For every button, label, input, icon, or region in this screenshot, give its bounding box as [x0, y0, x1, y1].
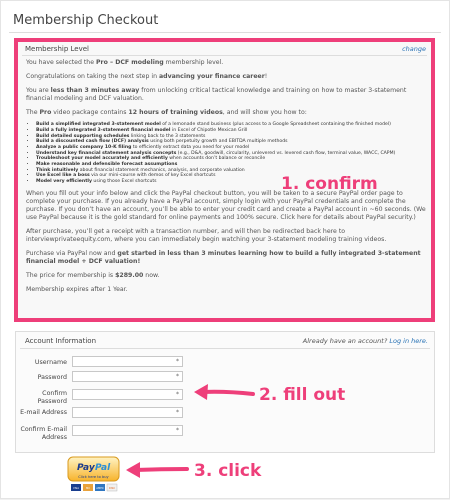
- congrats-text: Congratulations on taking the next step in advancing your finance career!: [26, 72, 268, 80]
- price-text: The price for membership is $289.00 now.: [26, 272, 160, 280]
- login-link[interactable]: Log in here.: [389, 337, 428, 345]
- list-item: • Analyze a public company 10-K filing to efficiently extract data you need for your model: [36, 145, 426, 151]
- paypal-button-text: Click here to buy: [78, 475, 109, 479]
- list-item: • Troubleshoot your model accurately and efficiently when accounts don’t balance or reconcile: [36, 156, 426, 162]
- confirm-password-label: Confirm Password: [37, 390, 67, 405]
- list-item: • Make reasonable and defensible forecast assumptions: [36, 162, 426, 168]
- list-item: • Understand key financial statement analysis concepts (e.g., D&A, goodwill, circularity, unlevered vs. levered cash flow, terminal value, WACC, CAPM): [36, 151, 426, 157]
- login-prompt: Already have an account? Log in here.: [302, 337, 428, 345]
- paypal-info-text: When you fill out your info below and click the PayPal checkout button, you will be taken to a secure PayPal order page to complete your purchase. If you already have a PayPal account, simply login with your PayPal credentials and complete the purchase. If you don’t have an account, you’ll be able to enter your credit card and create a PayPal account in ~60 seconds. (We use PayPal because it is the gold standard for online payments and 100% secure. Click here for details about PayPal security.): [26, 189, 426, 222]
- annotation-step-1: 1. confirm: [281, 174, 378, 194]
- purchase-cta-text: Purchase via PayPal now and get started in less than 3 minutes learning how to build a fully integrated 3-statement financial model + DCF valuation!: [26, 250, 421, 266]
- page-title: Membership Checkout: [13, 13, 159, 28]
- paypal-logo-pay: Pay: [77, 463, 95, 473]
- list-item: • Model very efficiently using those Excel shortcuts: [36, 179, 426, 185]
- membership-level-heading: Membership Level: [25, 45, 89, 53]
- email-required-mark: *: [176, 409, 179, 416]
- confirm-email-label: Confirm E-mail Address: [20, 426, 67, 441]
- email-label: E-mail Address: [20, 409, 67, 416]
- expiration-text: Membership expires after 1 Year.: [26, 285, 128, 293]
- change-level-link[interactable]: change: [402, 45, 426, 53]
- list-item: • Build a discounted cash flow (DCF) analysis using both perpetuity growth and EBITDA multiple methods: [36, 139, 426, 145]
- package-text: The Pro video package contains 12 hours of training videos, and will show you how to:: [26, 108, 307, 116]
- svg-text:AMEX: AMEX: [96, 487, 104, 490]
- list-item: • Build a simplified integrated 3-statement model of a lemonade stand business (plus access to a Google Spreadsheet containing the finished model): [36, 122, 426, 128]
- list-item: • Use Excel like a boss via our mini-course with demos of key Excel shortcuts: [36, 173, 426, 179]
- password-label: Password: [37, 374, 67, 381]
- annotation-step-3: 3. click: [194, 461, 262, 481]
- list-item: • Build a fully integrated 3-statement financial model in Excel of Chipotle Mexican Grill: [36, 128, 426, 134]
- username-required-mark: *: [176, 358, 179, 365]
- annotation-step-2: 2. fill out: [259, 385, 346, 405]
- svg-text:DISC: DISC: [108, 487, 116, 490]
- annotation-arrows: [1, 1, 450, 500]
- selected-level-text: You have selected the Pro – DCF modeling membership level.: [26, 59, 224, 66]
- list-item: • Build detailed supporting schedules linking back to the 3 statements: [36, 134, 426, 140]
- paypal-logo-pal: Pal: [95, 463, 111, 473]
- svg-text:MC: MC: [85, 487, 91, 490]
- svg-text:VISA: VISA: [72, 487, 80, 490]
- account-information-heading: Account Information: [25, 337, 97, 345]
- confirm-email-required-mark: *: [176, 427, 179, 434]
- intro-text: You are less than 3 minutes away from unlocking critical tactical knowledge and training on how to master 3-statement financial modeling and DCF valuation.: [26, 86, 407, 102]
- list-item: • Think intuitively about financial statement mechanics, analysis, and corporate valuation: [36, 168, 426, 174]
- arrow-step-2: [194, 384, 253, 400]
- confirm-password-required-mark: *: [176, 391, 179, 398]
- after-purchase-text: After purchase, you’ll get a receipt with a transaction number, and will then be redirected back here to interviewprivateequity.com, where you can immediately begin watching your 3-statement modeling training videos.: [26, 228, 387, 244]
- arrow-step-3: [126, 462, 187, 478]
- username-label: Username: [34, 359, 67, 366]
- password-required-mark: *: [176, 373, 179, 380]
